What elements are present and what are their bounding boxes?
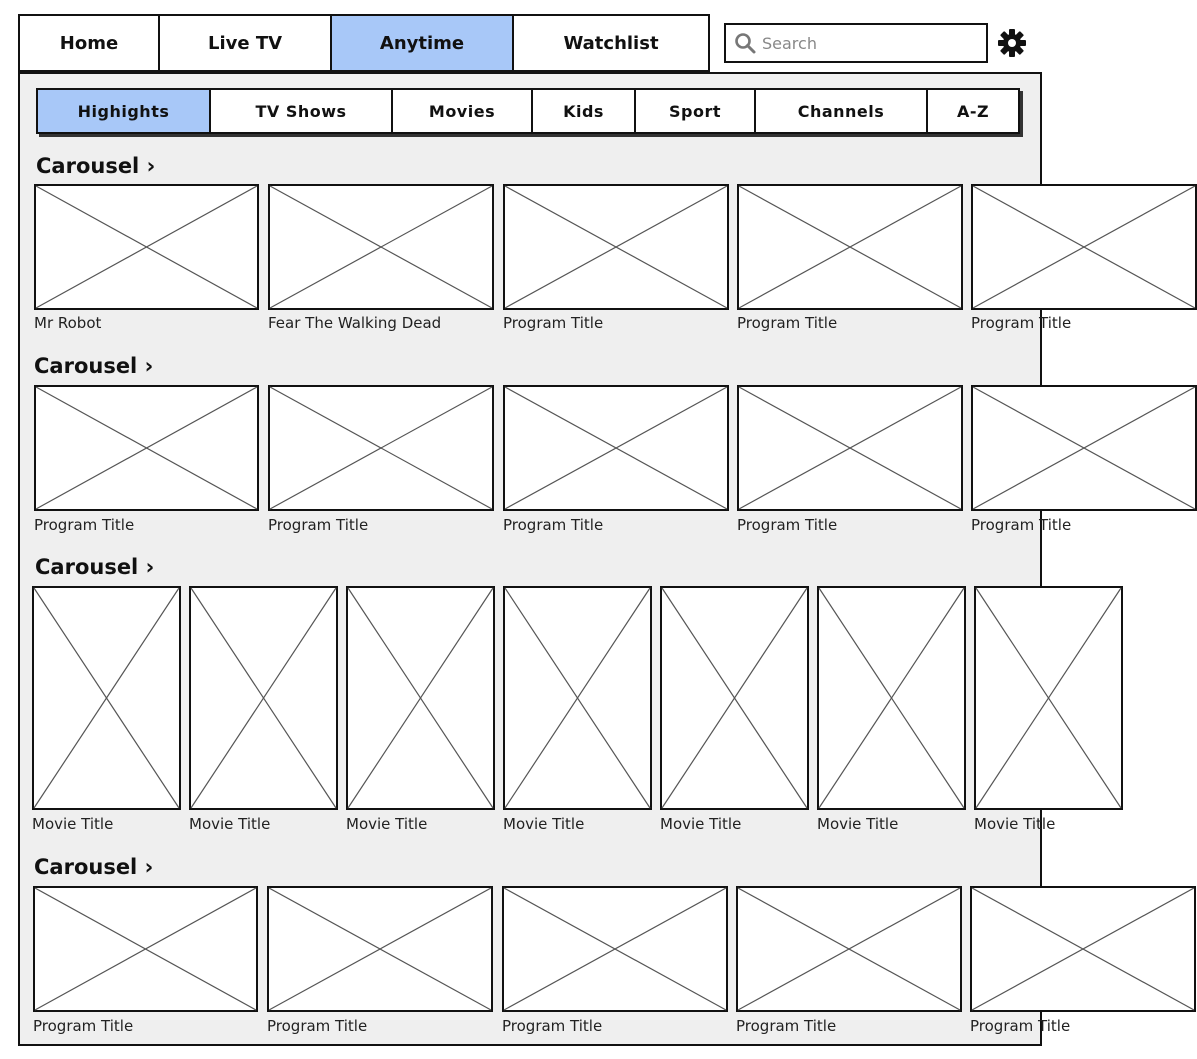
image-placeholder	[737, 184, 963, 310]
tab-tv-shows[interactable]: TV Shows	[211, 90, 393, 132]
search-input[interactable]	[760, 33, 979, 54]
main-nav	[18, 14, 710, 72]
image-placeholder	[737, 385, 963, 511]
carousel-title[interactable]: Carousel ›	[34, 354, 154, 378]
search-box[interactable]	[724, 23, 988, 63]
image-placeholder	[503, 184, 729, 310]
category-tabs	[36, 88, 1020, 134]
card-title: Movie Title	[346, 815, 428, 833]
image-placeholder	[503, 586, 652, 810]
card-title: Movie Title	[817, 815, 899, 833]
content-panel	[18, 72, 1072, 1046]
card-title: Program Title	[503, 314, 604, 332]
image-placeholder	[34, 184, 259, 310]
nav-tab-home[interactable]: Home	[20, 16, 160, 70]
tab-sport[interactable]: Sport	[636, 90, 756, 132]
card-title: Movie Title	[660, 815, 742, 833]
card-title: Program Title	[503, 516, 604, 534]
image-placeholder	[974, 586, 1123, 810]
image-placeholder	[346, 586, 495, 810]
image-placeholder	[971, 385, 1197, 511]
card-title: Program Title	[33, 1017, 134, 1035]
carousel-title[interactable]: Carousel ›	[36, 154, 156, 178]
image-placeholder	[33, 886, 258, 1012]
tab-highlights[interactable]: Highights	[38, 90, 211, 132]
tab-channels[interactable]: Channels	[756, 90, 928, 132]
gear-icon[interactable]	[996, 27, 1028, 59]
card-title: Program Title	[970, 1017, 1071, 1035]
image-placeholder	[268, 184, 494, 310]
image-placeholder	[268, 385, 494, 511]
card-title: Mr Robot	[34, 314, 102, 332]
card-title: Program Title	[971, 314, 1072, 332]
card-title: Movie Title	[974, 815, 1056, 833]
nav-tab-watchlist[interactable]: Watchlist	[563, 32, 659, 54]
card-title: Fear The Walking Dead	[268, 314, 442, 332]
tab-movies[interactable]: Movies	[393, 90, 533, 132]
search-icon	[734, 32, 756, 54]
image-placeholder	[34, 385, 259, 511]
card-title: Program Title	[34, 516, 135, 534]
card-title: Program Title	[737, 314, 838, 332]
image-placeholder	[503, 385, 729, 511]
image-placeholder	[817, 586, 966, 810]
image-placeholder	[267, 886, 493, 1012]
nav-tab-live-tv[interactable]: Live TV	[160, 16, 332, 70]
image-placeholder	[970, 886, 1196, 1012]
card-title: Program Title	[502, 1017, 603, 1035]
card-title: Movie Title	[32, 815, 114, 833]
tab-kids[interactable]: Kids	[533, 90, 636, 132]
image-placeholder	[660, 586, 809, 810]
image-placeholder	[736, 886, 962, 1012]
carousel-title[interactable]: Carousel ›	[35, 555, 155, 579]
card-title: Movie Title	[189, 815, 271, 833]
image-placeholder	[502, 886, 728, 1012]
tab-a-z[interactable]: A-Z	[956, 101, 990, 121]
card-title: Movie Title	[503, 815, 585, 833]
card-title: Program Title	[971, 516, 1072, 534]
image-placeholder	[189, 586, 338, 810]
nav-tab-anytime[interactable]: Anytime	[332, 16, 514, 70]
card-title: Program Title	[737, 516, 838, 534]
card-title: Program Title	[736, 1017, 837, 1035]
image-placeholder	[971, 184, 1197, 310]
card-title: Program Title	[268, 516, 369, 534]
carousel-title[interactable]: Carousel ›	[34, 855, 154, 879]
image-placeholder	[32, 586, 181, 810]
card-title: Program Title	[267, 1017, 368, 1035]
